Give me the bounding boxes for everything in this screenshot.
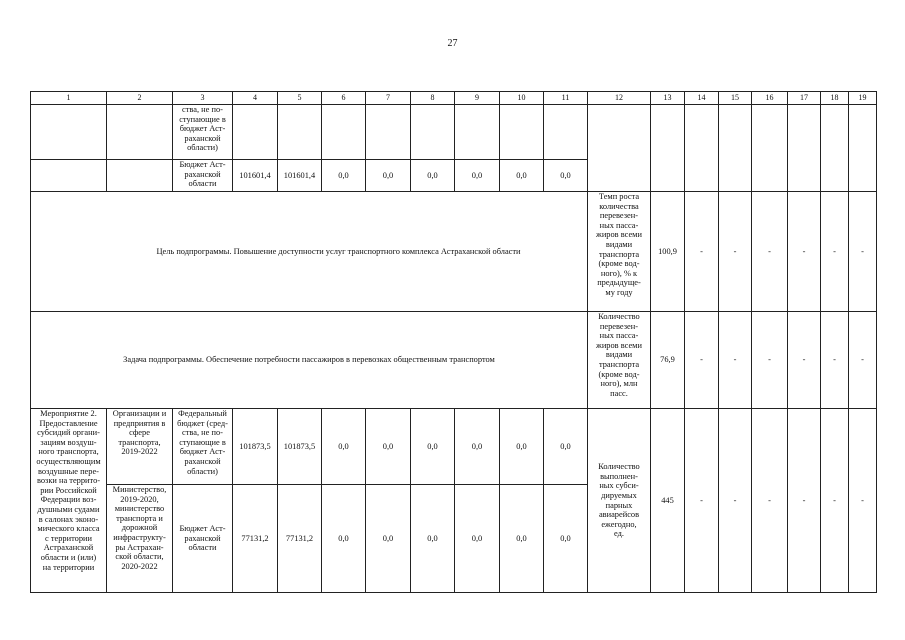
- empty-cell: [588, 105, 651, 192]
- dash-cell: -: [788, 312, 821, 409]
- empty-cell: [322, 105, 366, 160]
- value-cell: 77131,2: [233, 485, 278, 593]
- empty-cell: [821, 105, 849, 192]
- value-cell: 0,0: [500, 485, 544, 593]
- funding-source-cell: Федеральный бюджет (сред- ства, не по- ступающие в бюджет Аст- раханской области): [173, 409, 233, 485]
- dash-cell: -: [821, 192, 849, 312]
- indicator-cell: Темп роста количества перевезен- ных пасса- жиров всеми видами транспорта (кроме вод- ного), % к предыдуще- му году: [588, 192, 651, 312]
- value-cell: 0,0: [544, 485, 588, 593]
- funding-source-cell: Бюджет Аст- раханской области: [173, 160, 233, 192]
- value-cell: 0,0: [500, 409, 544, 485]
- dash-cell: -: [752, 409, 788, 593]
- header-cell: 19: [849, 92, 877, 105]
- header-cell: 4: [233, 92, 278, 105]
- empty-cell: [849, 105, 877, 192]
- table-row: [31, 105, 877, 160]
- empty-cell: [411, 105, 455, 160]
- indicator-value: 100,9: [651, 192, 685, 312]
- value-cell: 0,0: [544, 409, 588, 485]
- dash-cell: -: [685, 312, 719, 409]
- header-cell: 5: [278, 92, 322, 105]
- header-cell: 2: [107, 92, 173, 105]
- empty-cell: [31, 105, 107, 160]
- executor-cell: Организации и предприятия в сфере транспорта, 2019-2022: [107, 409, 173, 485]
- program-table: [30, 91, 877, 593]
- value-cell: 0,0: [500, 160, 544, 192]
- header-cell: 13: [651, 92, 685, 105]
- funding-source-cell: Бюджет Аст- раханской области: [173, 485, 233, 593]
- dash-cell: -: [719, 409, 752, 593]
- dash-cell: -: [821, 312, 849, 409]
- goal-text: Цель подпрограммы. Повышение доступности услуг транспортного комплекса Астраханской области: [31, 192, 588, 312]
- value-cell: 0,0: [366, 485, 411, 593]
- value-cell: 0,0: [455, 409, 500, 485]
- header-cell: 8: [411, 92, 455, 105]
- empty-cell: [455, 105, 500, 160]
- empty-cell: [366, 105, 411, 160]
- page-number: 27: [447, 38, 458, 49]
- header-cell: 12: [588, 92, 651, 105]
- empty-cell: [544, 105, 588, 160]
- task-text: Задача подпрограммы. Обеспечение потребности пассажиров в перевозках общественным транспортом: [31, 312, 588, 409]
- empty-cell: [719, 105, 752, 192]
- empty-cell: [107, 105, 173, 160]
- empty-cell: [107, 160, 173, 192]
- dash-cell: -: [752, 312, 788, 409]
- indicator-value: 76,9: [651, 312, 685, 409]
- header-cell: 17: [788, 92, 821, 105]
- value-cell: 0,0: [411, 160, 455, 192]
- empty-cell: [788, 105, 821, 192]
- value-cell: 0,0: [411, 409, 455, 485]
- dash-cell: -: [849, 409, 877, 593]
- header-row: [31, 92, 877, 105]
- empty-cell: [31, 160, 107, 192]
- dash-cell: -: [788, 409, 821, 593]
- dash-cell: -: [821, 409, 849, 593]
- value-cell: 101873,5: [233, 409, 278, 485]
- value-cell: 0,0: [322, 485, 366, 593]
- empty-cell: [233, 105, 278, 160]
- header-cell: 10: [500, 92, 544, 105]
- indicator-cell: Количество выполнен- ных субси- дируемых парных авиарейсов ежегодно, ед.: [588, 409, 651, 593]
- dash-cell: -: [849, 312, 877, 409]
- value-cell: 0,0: [455, 160, 500, 192]
- funding-source-cell: ства, не по- ступающие в бюджет Аст- раханской области): [173, 105, 233, 160]
- header-cell: 1: [31, 92, 107, 105]
- dash-cell: -: [788, 192, 821, 312]
- header-cell: 6: [322, 92, 366, 105]
- value-cell: 0,0: [366, 409, 411, 485]
- header-cell: 18: [821, 92, 849, 105]
- empty-cell: [651, 105, 685, 192]
- value-cell: 101601,4: [233, 160, 278, 192]
- empty-cell: [500, 105, 544, 160]
- header-cell: 7: [366, 92, 411, 105]
- value-cell: 0,0: [455, 485, 500, 593]
- value-cell: 77131,2: [278, 485, 322, 593]
- task-row: [31, 312, 877, 409]
- value-cell: 0,0: [322, 160, 366, 192]
- dash-cell: -: [685, 192, 719, 312]
- header-cell: 11: [544, 92, 588, 105]
- dash-cell: -: [719, 192, 752, 312]
- empty-cell: [278, 105, 322, 160]
- value-cell: 101873,5: [278, 409, 322, 485]
- value-cell: 0,0: [544, 160, 588, 192]
- dash-cell: -: [752, 192, 788, 312]
- value-cell: 101601,4: [278, 160, 322, 192]
- value-cell: 0,0: [366, 160, 411, 192]
- header-cell: 15: [719, 92, 752, 105]
- header-cell: 3: [173, 92, 233, 105]
- value-cell: 0,0: [411, 485, 455, 593]
- value-cell: 0,0: [322, 409, 366, 485]
- indicator-cell: Количество перевезен- ных пасса- жиров всеми видами транспорта (кроме вод- ного), млн пасс.: [588, 312, 651, 409]
- empty-cell: [685, 105, 719, 192]
- indicator-value: 445: [651, 409, 685, 593]
- dash-cell: -: [849, 192, 877, 312]
- header-cell: 16: [752, 92, 788, 105]
- header-cell: 14: [685, 92, 719, 105]
- header-cell: 9: [455, 92, 500, 105]
- dash-cell: -: [719, 312, 752, 409]
- measure-name: Мероприятие 2. Предоставление субсидий органи- зациям воздуш- ного транспорта, осуществляющим воздушные пере- возки на террито- рии Российской Федерации воз- душными судами в салонах эконо- мического класса с территории Астраханской области и (или) на территории: [31, 409, 107, 593]
- empty-cell: [752, 105, 788, 192]
- measure-row: [31, 409, 877, 485]
- executor-cell: Министерство, 2019-2020, министерство транспорта и дорожной инфраструкту- ры Астрахан- ской области, 2020-2022: [107, 485, 173, 593]
- dash-cell: -: [685, 409, 719, 593]
- goal-row: [31, 192, 877, 312]
